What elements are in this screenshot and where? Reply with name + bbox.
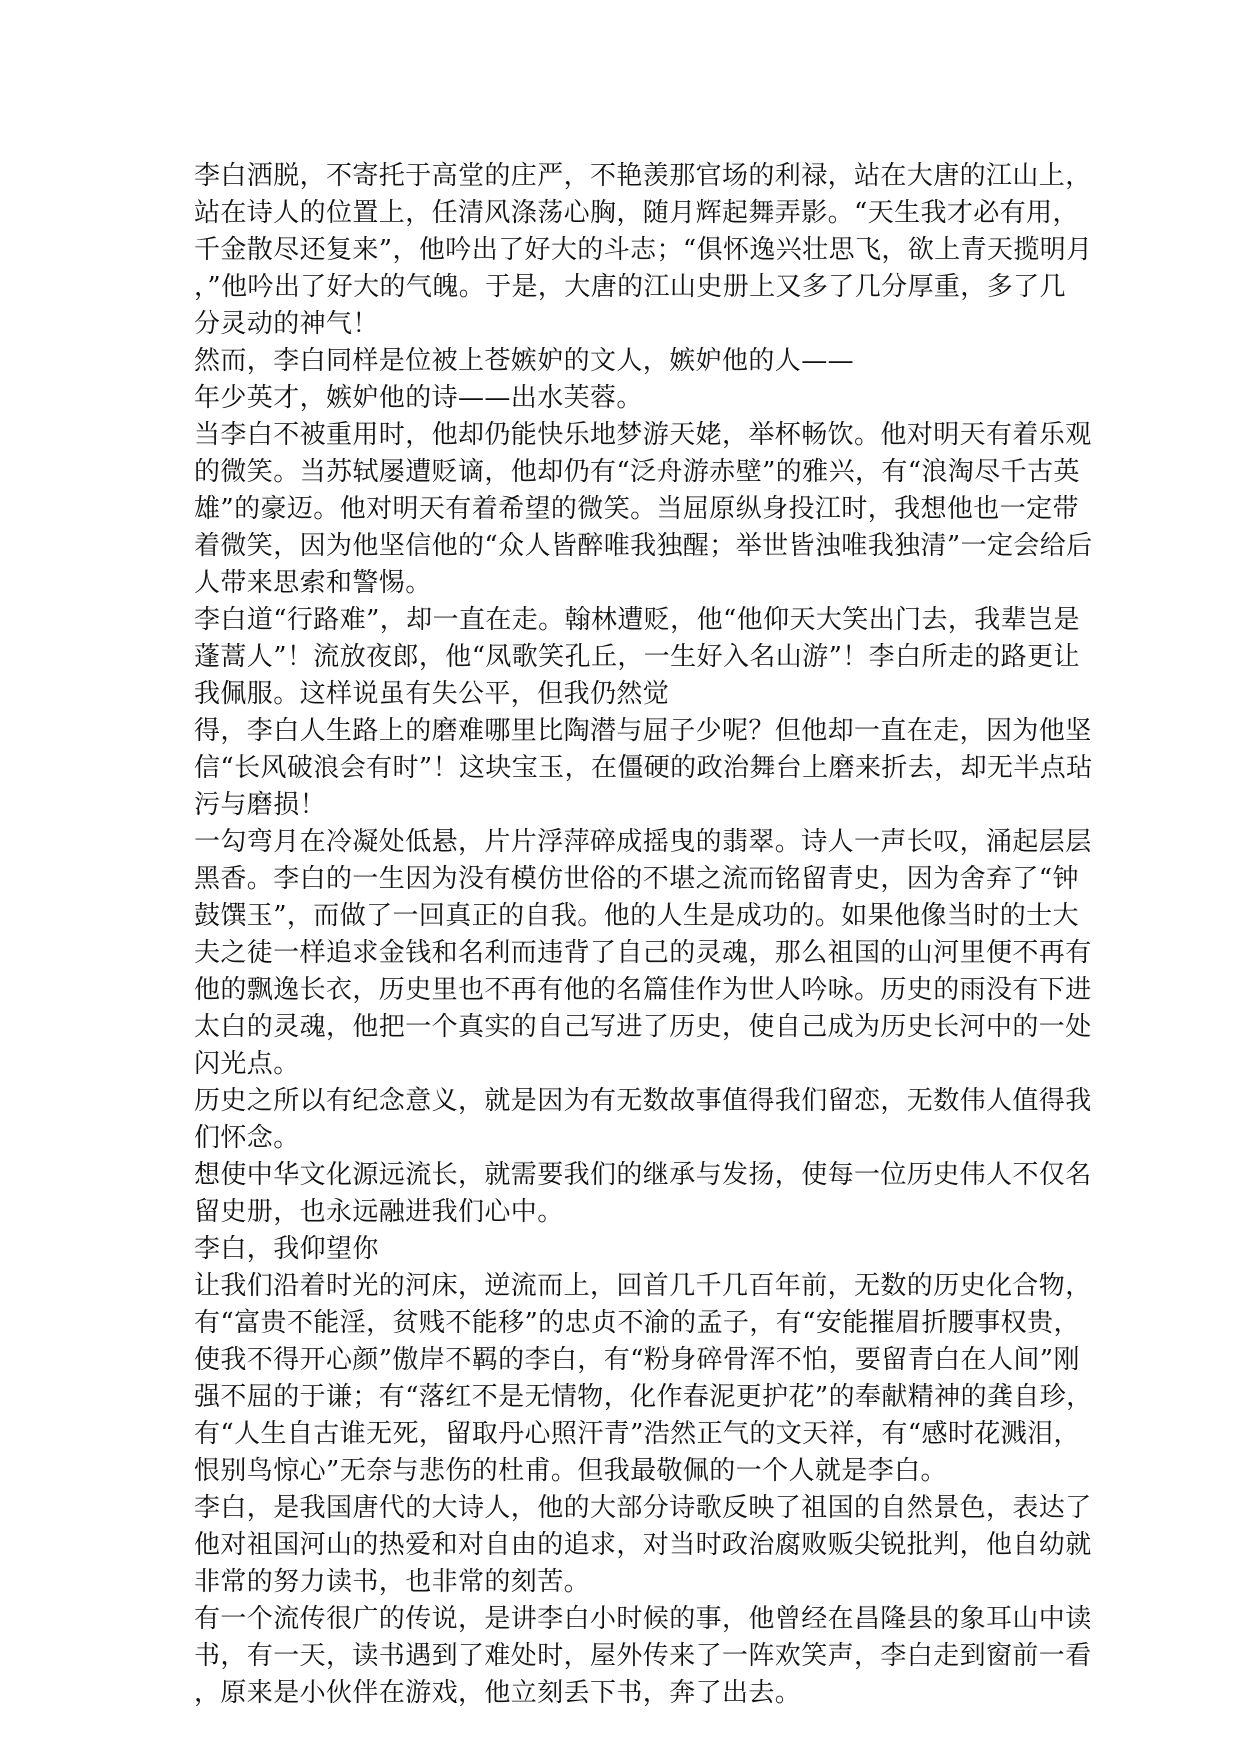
text-line: 历史之所以有纪念意义，就是因为有无数故事值得我们留恋，无数伟人值得我 (194, 1086, 1092, 1116)
text-line: ，原来是小伙伴在游戏，他立刻丢下书，奔了出去。 (194, 1678, 802, 1708)
text-line: 年少英才，嫉妒他的诗——出水芙蓉。 (194, 383, 643, 413)
text-line: 我佩服。这样说虽有失公平，但我仍然觉 (194, 679, 670, 709)
text-line: 们怀念。 (194, 1123, 300, 1153)
text-line: 然而，李白同样是位被上苍嫉妒的文人，嫉妒他的人—— (194, 346, 855, 376)
text-line: 留史册，也永远融进我们心中。 (194, 1197, 564, 1227)
text-line: 闪光点。 (194, 1049, 300, 1079)
text-line: 黑香。李白的一生因为没有模仿世俗的不堪之流而铭留青史，因为舍弃了“钟 (194, 864, 1079, 894)
text-line: 污与磨损！ (194, 790, 327, 820)
text-line: 李白洒脱，不寄托于高堂的庄严，不艳羡那官场的利禄，站在大唐的江山上， (194, 161, 1092, 191)
text-line: 雄”的豪迈。他对明天有着希望的微笑。当屈原纵身投江时，我想他也一定带 (194, 494, 1079, 524)
text-line: 李白，是我国唐代的大诗人，他的大部分诗歌反映了祖国的自然景色，表达了 (194, 1493, 1092, 1523)
text-line: 蓬蒿人”！流放夜郎，他“凤歌笑孔丘，一生好入名山游”！李白所走的路更让 (194, 642, 1080, 672)
text-line: 书，有一天，读书遇到了难处时，屋外传来了一阵欢笑声，李白走到窗前一看 (194, 1641, 1092, 1671)
text-line: 人带来思索和警惕。 (194, 568, 432, 598)
text-line: 有“富贵不能淫，贫贱不能移”的忠贞不渝的孟子，有“安能摧眉折腰事权贵， (194, 1308, 1080, 1338)
text-line: 非常的努力读书，也非常的刻苦。 (194, 1567, 591, 1597)
text-line: 夫之徒一样追求金钱和名利而违背了自己的灵魂，那么祖国的山河里便不再有 (194, 938, 1092, 968)
text-line: 有一个流传很广的传说，是讲李白小时候的事，他曾经在昌隆县的象耳山中读 (194, 1604, 1092, 1634)
text-line: 分灵动的神气！ (194, 309, 379, 339)
text-line: 站在诗人的位置上，任清风涤荡心胸，随月辉起舞弄影。“天生我才必有用， (194, 198, 1079, 228)
text-line: 强不屈的于谦；有“落红不是无情物，化作春泥更护花”的奉献精神的龚自珍， (194, 1382, 1093, 1412)
text-line: 一勾弯月在冷凝处低悬，片片浮萍碎成摇曳的翡翠。诗人一声长叹，涌起层层 (194, 827, 1092, 857)
text-line: ，”他吟出了好大的气魄。于是，大唐的江山史册上又多了几分厚重，多了几 (194, 272, 1066, 302)
text-line: 得，李白人生路上的磨难哪里比陶潜与屈子少呢？但他却一直在走，因为他坚 (194, 716, 1092, 746)
text-line: 李白，我仰望你 (194, 1234, 379, 1264)
text-line: 的微笑。当苏轼屡遭贬谪，他却仍有“泛舟游赤壁”的雅兴，有“浪淘尽千古英 (194, 457, 1080, 487)
text-line: 千金散尽还复来”，他吟出了好大的斗志；“俱怀逸兴壮思飞，欲上青天揽明月 (194, 235, 1093, 265)
text-line: 他对祖国河山的热爱和对自由的追求，对当时政治腐败贩尖锐批判，他自幼就 (194, 1530, 1092, 1560)
text-line: 当李白不被重用时，他却仍能快乐地梦游天姥，举杯畅饮。他对明天有着乐观 (194, 420, 1092, 450)
text-line: 有“人生自古谁无死，留取丹心照汗青”浩然正气的文天祥，有“感时花溅泪， (194, 1419, 1080, 1449)
text-line: 他的飘逸长衣，历史里也不再有他的名篇佳作为世人吟咏。历史的雨没有下进 (194, 975, 1092, 1005)
text-line: 鼓馔玉”，而做了一回真正的自我。他的人生是成功的。如果他像当时的士大 (194, 901, 1079, 931)
text-line: 使我不得开心颜”傲岸不羁的李白，有“粉身碎骨浑不怕，要留青白在人间”刚 (194, 1345, 1080, 1375)
text-line: 信“长风破浪会有时”！这块宝玉，在僵硬的政治舞台上磨来折去，却无半点玷 (194, 753, 1093, 783)
text-line: 太白的灵魂，他把一个真实的自己写进了历史，使自己成为历史长河中的一处 (194, 1012, 1092, 1042)
text-line: 着微笑，因为他坚信他的“众人皆醉唯我独醒；举世皆浊唯我独清”一定会给后 (194, 531, 1093, 561)
document-body (194, 158, 1093, 1712)
text-line: 想使中华文化源远流长，就需要我们的继承与发扬，使每一位历史伟人不仅名 (194, 1160, 1092, 1190)
text-line: 恨别鸟惊心”无奈与悲伤的杜甫。但我最敬佩的一个人就是李白。 (194, 1456, 947, 1486)
text-line: 李白道“行路难”，却一直在走。翰林遭贬，他“他仰天大笑出门去，我辈岂是 (194, 605, 1080, 635)
text-line: 让我们沿着时光的河床，逆流而上，回首几千几百年前，无数的历史化合物， (194, 1271, 1092, 1301)
